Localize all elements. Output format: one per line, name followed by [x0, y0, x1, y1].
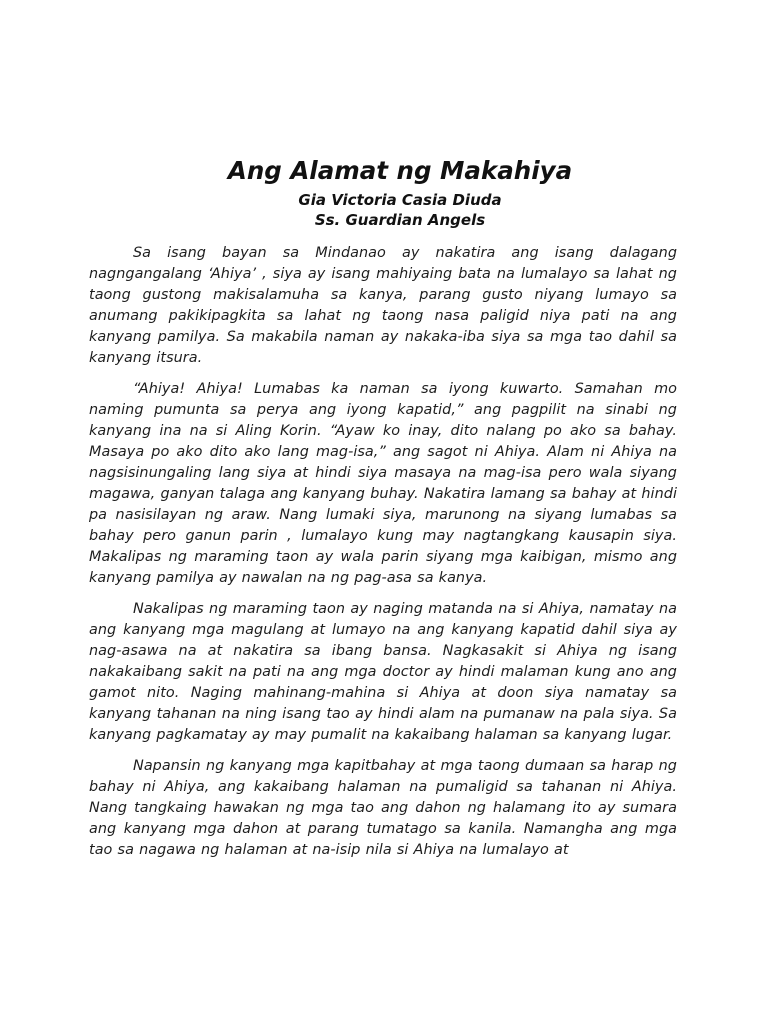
- story-body: [89, 243, 677, 871]
- paragraph-4: Napansin ng kanyang mga kapitbahay at mga taong dumaan sa harap ng bahay ni Ahiya, ang kakaibang halaman na pumaligid sa tahanan ni Ahiya. Nang tangkaing hawakan ng mga tao ang dahon ng halamang ito ay sumara ang kanyang mga dahon at parang tumatago sa kanila. Namangha ang mga tao sa nagawa ng halaman at na-isip nila si Ahiya na lumalayo at: [89, 758, 677, 858]
- paragraph-3: Nakalipas ng maraming taon ay naging matanda na si Ahiya, namatay na ang kanyang mga magulang at lumayo na ang kanyang kapatid dahil siya ay nag-asawa na at nakatira sa ibang bansa. Nagkasakit si Ahiya ng isang nakakaibang sakit na pati na ang mga doctor ay hindi malaman kung ano ang gamot nito. Naging mahinang-mahina si Ahiya at doon siya namatay sa kanyang tahanan na ning isang tao ay hindi alam na pumanaw na pala siya. Sa kanyang pagkamatay ay may pumalit na kakaibang halaman sa kanyang lugar.: [89, 601, 677, 743]
- school-name: Ss. Guardian Angels: [314, 211, 486, 229]
- paragraph-2: “Ahiya! Ahiya! Lumabas ka naman sa iyong kuwarto. Samahan mo naming pumunta sa perya ang iyong kapatid,” ang pagpilit na sinabi ng kanyang ina na si Aling Korin. “Ayaw ko inay, dito nalang po ako sa bahay. Masaya po ako dito ako lang mag-isa,” ang sagot ni Ahiya. Alam ni Ahiya na nagsisinungaling lang siya at hindi siya masaya na mag-isa pero wala siyang magawa, ganyan talaga ang kanyang buhay. Nakatira lamang sa bahay at hindi pa nasisilayan ng araw. Nang lumaki siya, marunong na siyang lumabas sa bahay pero ganun parin , lumalayo kung may nagtangkang kausapin siya. Makalipas ng maraming taon ay wala parin siyang mga kaibigan, mismo ang kanyang pamilya ay nawalan na ng pag-asa sa kanya.: [89, 381, 677, 586]
- paragraph-1: Sa isang bayan sa Mindanao ay nakatira ang isang dalagang nagngangalang ‘Ahiya’ , siya ay isang mahiyaing bata na lumalayo sa lahat ng taong gustong makisalamuha sa kanya, parang gusto niyang lumayo sa anumang pakikipagkita sa lahat ng taong nasa paligid niya pati na ang kanyang pamilya. Sa makabila naman ay nakaka-iba siya sa mga tao dahil sa kanyang itsura.: [89, 245, 677, 366]
- author-name: Gia Victoria Casia Diuda: [298, 191, 502, 209]
- page-title: Ang Alamat ng Makahiya: [227, 156, 573, 185]
